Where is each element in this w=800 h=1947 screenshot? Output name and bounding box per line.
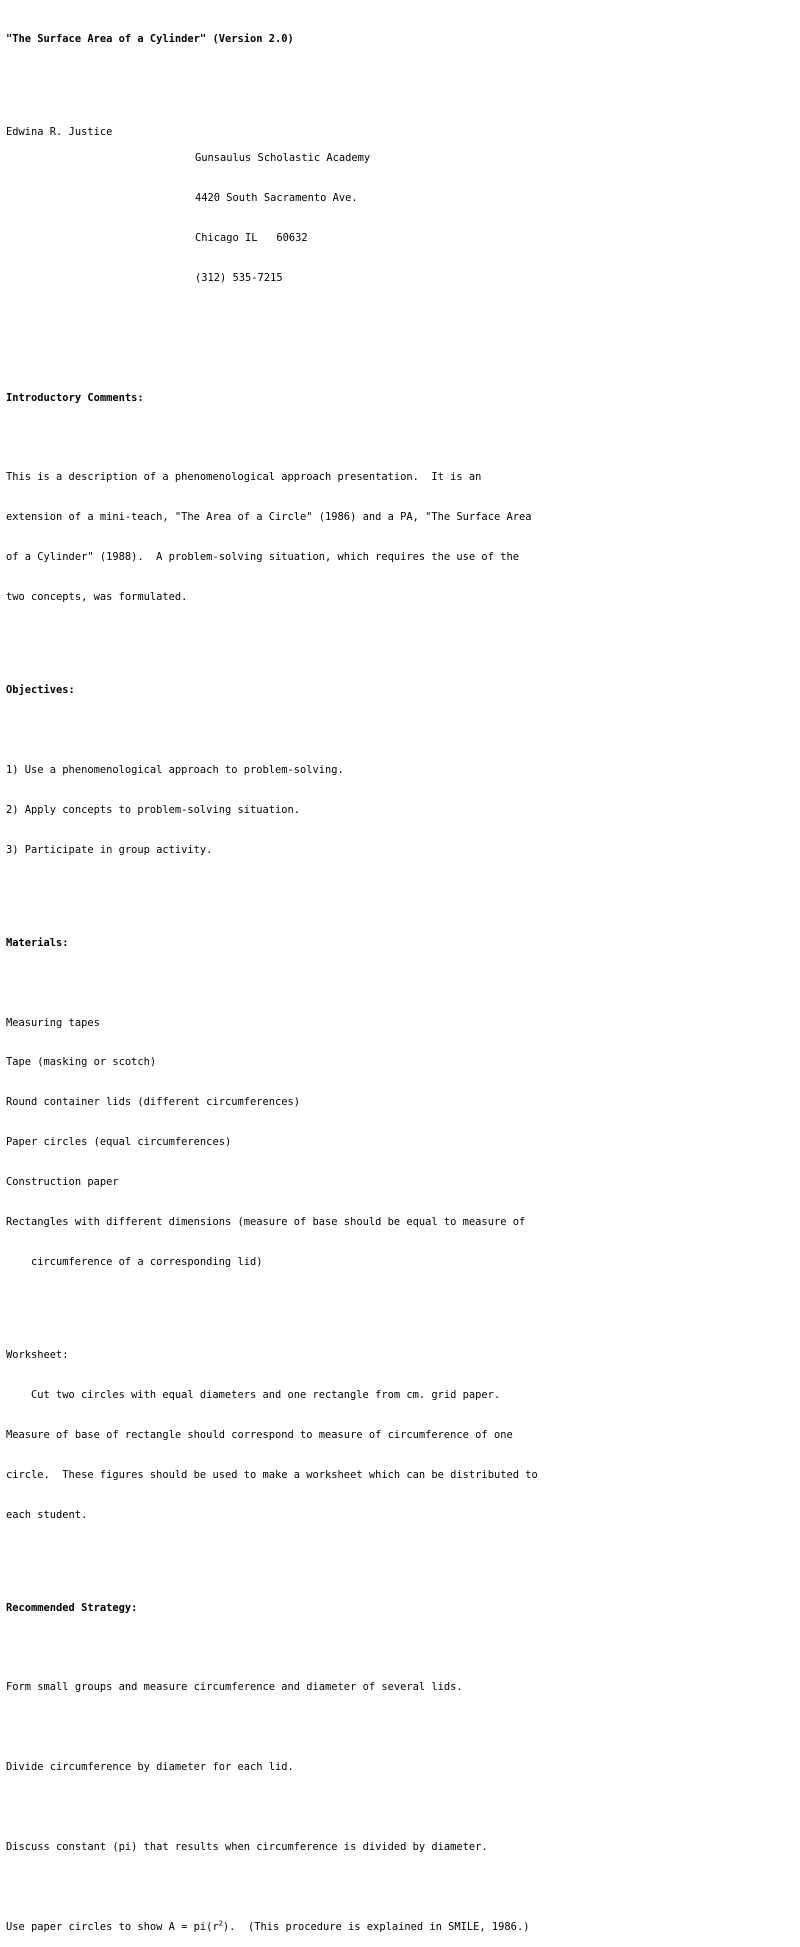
intro-heading: Introductory Comments: <box>6 391 144 404</box>
material-item: Round container lids (different circumferences) <box>6 1096 301 1109</box>
author-name: Edwina R. Justice <box>6 125 113 138</box>
material-item: Tape (masking or scotch) <box>6 1056 157 1069</box>
worksheet-line: Measure of base of rectangle should correspond to measure of circumference of one <box>6 1428 513 1441</box>
address-line: 4420 South Sacramento Ave. <box>195 192 358 205</box>
materials-heading: Materials: <box>6 936 69 949</box>
material-item: Construction paper <box>6 1176 119 1189</box>
strategy-heading: Recommended Strategy: <box>6 1601 138 1614</box>
objective-item: 3) Participate in group activity. <box>6 843 213 856</box>
material-item: Rectangles with different dimensions (measure of base should be equal to measure of <box>6 1216 526 1229</box>
objective-item: 1) Use a phenomenological approach to problem-solving. <box>6 763 344 776</box>
author-block <box>6 126 794 312</box>
intro-line: extension of a mini-teach, "The Area of a Circle" (1986) and a PA, "The Surface Area <box>6 511 532 524</box>
material-item-continuation: circumference of a corresponding lid) <box>31 1255 263 1268</box>
formula-exponent: 2 <box>218 1919 223 1928</box>
strategy-paragraph: Discuss constant (pi) that results when circumference is divided by diameter. <box>6 1840 488 1853</box>
formula-prefix: Use paper circles to show A = pi(r <box>6 1920 219 1933</box>
worksheet-line: each student. <box>6 1508 88 1521</box>
formula-suffix: ). (This procedure is explained in SMILE, 1986.) <box>222 1920 530 1933</box>
strategy-paragraph-formula <box>6 1921 794 1934</box>
material-item: Paper circles (equal circumferences) <box>6 1136 232 1149</box>
address-line: Gunsaulus Scholastic Academy <box>195 152 371 165</box>
intro-line: two concepts, was formulated. <box>6 591 188 604</box>
document-title: "The Surface Area of a Cylinder" (Version 2.0) <box>6 32 294 45</box>
worksheet-line: circle. These figures should be used to make a worksheet which can be distributed to <box>6 1468 538 1481</box>
worksheet-first-line: Cut two circles with equal diameters and one rectangle from cm. grid paper. <box>31 1388 501 1401</box>
intro-line: of a Cylinder" (1988). A problem-solving situation, which requires the use of the <box>6 551 519 564</box>
strategy-paragraph: Divide circumference by diameter for each lid. <box>6 1761 294 1774</box>
address-line: Chicago IL 60632 <box>195 232 308 245</box>
objective-item: 2) Apply concepts to problem-solving situation. <box>6 803 301 816</box>
intro-line: This is a description of a phenomenological approach presentation. It is an <box>6 471 482 484</box>
document <box>6 6 794 1947</box>
material-item: Measuring tapes <box>6 1016 100 1029</box>
address-line: (312) 535-7215 <box>195 271 283 284</box>
strategy-paragraph: Form small groups and measure circumference and diameter of several lids. <box>6 1681 463 1694</box>
worksheet-label: Worksheet: <box>6 1348 69 1361</box>
school-address <box>195 126 370 312</box>
objectives-heading: Objectives: <box>6 684 75 697</box>
